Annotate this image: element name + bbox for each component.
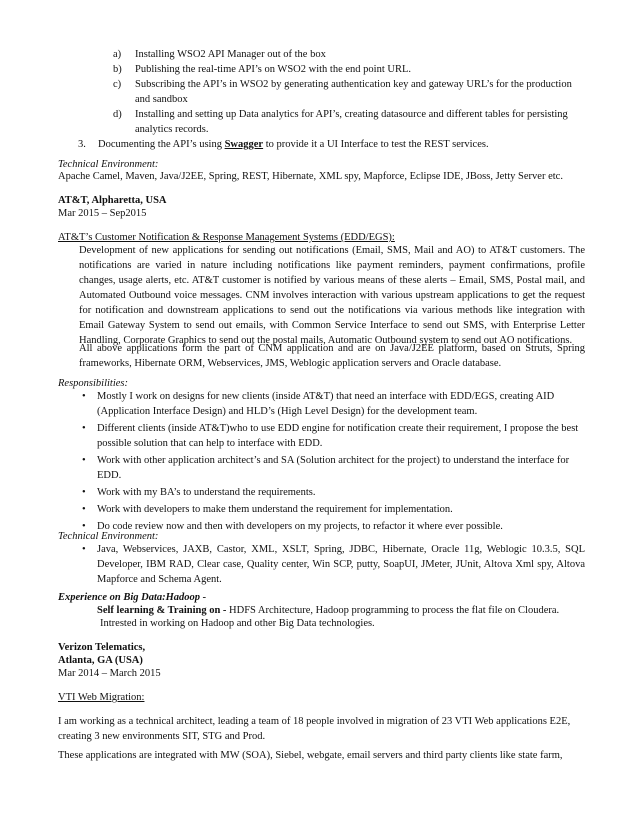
item-text-after: to provide it a UI Interface to test the REST services. [263, 139, 489, 150]
list-item-text: Java, Webservices, JAXB, Castor, XML, XSLT, Spring, JDBC, Hibernate, Oracle 11g, Weblogic 10.3.5, SQL Developer, IBM RAD, Clear case, Quality center, Win SCP, putty, SoapUI, JMeter, JUnit, Altova Xml spy, Altova Mapforce and Schema Agent. [97, 544, 585, 585]
list-item [79, 389, 585, 419]
bullet-icon: • [82, 544, 86, 555]
project-description: Development of new applications for sending out notifications (Email, SMS, Mail and AO) to AT&T customers. The notifications are varied in nature including notifications like payment reminders, payment confirmations, profile changes, usage alerts, etc. AT&T customer is notified by various means of these alerts – Email, SMS, Postal mail, and Automated Outbound voice messages. CNM involves interaction with various upstream applications to get the request for notification and downstream applications to send out the notifications via various methods like integration with Email Gateway System to send out emails, with Common Service Interface to send out SMS, with Enterprise Letter Handling, Corporate Graphics to send out the postal mails, Automatic Outbound system to send out AO notifications. [79, 245, 585, 346]
list-marker: a) [113, 49, 122, 60]
list-item-text: Subscribing the API’s in WSO2 by generating authentication key and gateway URL’s for the production and sandbox [135, 79, 572, 105]
section-title: Experience on Big Data:Hadoop - [58, 592, 207, 603]
list-item-text: Publishing the real-time API’s on WSO2 with the end point URL. [135, 64, 411, 75]
list-marker: 3. [78, 139, 86, 150]
company-name: AT&T, Alpharetta, USA [58, 195, 167, 206]
bullet-icon: • [82, 423, 86, 434]
bigdata-lead: Self learning & Training on - [97, 605, 227, 616]
list-item [113, 47, 583, 62]
section-label: Responsibilities: [58, 378, 128, 389]
list-item [79, 421, 585, 451]
list-item [79, 502, 585, 517]
list-item-text: Work with other application architect’s and SA (Solution architect for the project) to understand the interface for EDD. [97, 455, 570, 481]
swagger-term: Swagger [224, 139, 264, 150]
bullet-icon: • [82, 504, 86, 515]
list-item [113, 62, 583, 77]
bullet-icon: • [82, 487, 86, 498]
list-item [79, 542, 585, 587]
list-marker: d) [113, 109, 122, 120]
job-dates: Mar 2014 – March 2015 [58, 668, 161, 679]
bullet-icon: • [82, 521, 86, 532]
project-title: AT&T’s Customer Notification & Response Management Systems (EDD/EGS): [58, 232, 395, 243]
item-text-before: Documenting the API’s using [98, 139, 225, 150]
numbered-item [78, 137, 489, 152]
project-description: I am working as a technical architect, leading a team of 18 people involved in migration of 23 VTI Web applications E2E, creating 3 new environments SIT, STG and Prod. [58, 716, 571, 742]
list-item [113, 107, 583, 137]
list-item-text: Work with developers to make them understand the requirement for implementation. [97, 504, 453, 515]
project-description: All above applications form the part of CNM application and are on Java/J2EE platform, based on Struts, Spring frameworks, Hibernate ORM, Webservices, JMS, Weblogic application servers and Oracle database. [79, 343, 585, 369]
project-description: These applications are integrated with MW (SOA), Siebel, webgate, email servers and third party clients like state farm, [58, 750, 563, 761]
list-item [113, 77, 583, 107]
list-marker: c) [113, 79, 122, 90]
section-label: Technical Environment: [58, 159, 159, 170]
list-item-text: Installing WSO2 API Manager out of the box [135, 49, 326, 60]
bigdata-line: Intrested in working on Hadoop and other Big Data technologies. [100, 618, 375, 629]
company-name: Verizon Telematics, [58, 642, 146, 653]
list-item-text: Different clients (inside AT&T)who to use EDD engine for notification create their requirement, I propose the best possible solution that can help to interface with EDD. [97, 423, 579, 449]
list-item-text: Do code review now and then with developers on my projects, to refactor it where ever possible. [97, 521, 503, 532]
list-item-text: Work with my BA’s to understand the requirements. [97, 487, 316, 498]
tech-env-list [79, 542, 585, 589]
bullet-icon: • [82, 391, 86, 402]
list-item [79, 453, 585, 483]
job-dates: Mar 2015 – Sep2015 [58, 208, 147, 219]
list-marker: b) [113, 64, 122, 75]
section-label: Technical Environment: [58, 531, 159, 542]
bullet-icon: • [82, 455, 86, 466]
list-item [79, 485, 585, 500]
list-item-text: Installing and setting up Data analytics for API’s, creating datasource and different tables for persisting analytics records. [135, 109, 568, 135]
list-item-text: Mostly I work on designs for new clients (inside AT&T) that need an interface with EDD/EGS, creating AID (Application Interface Design) and HLD’s (High Level Design) for the development team. [97, 391, 555, 417]
project-title: VTI Web Migration: [58, 692, 145, 703]
company-location: Atlanta, GA (USA) [58, 655, 143, 666]
bigdata-text: HDFS Architecture, Hadoop programming to process the flat file on Cloudera. [226, 605, 560, 616]
tech-env-text: Apache Camel, Maven, Java/J2EE, Spring, REST, Hibernate, XML spy, Mapforce, Eclipse IDE, JBoss, Jetty Server etc. [58, 171, 563, 182]
responsibilities-list [79, 389, 585, 536]
